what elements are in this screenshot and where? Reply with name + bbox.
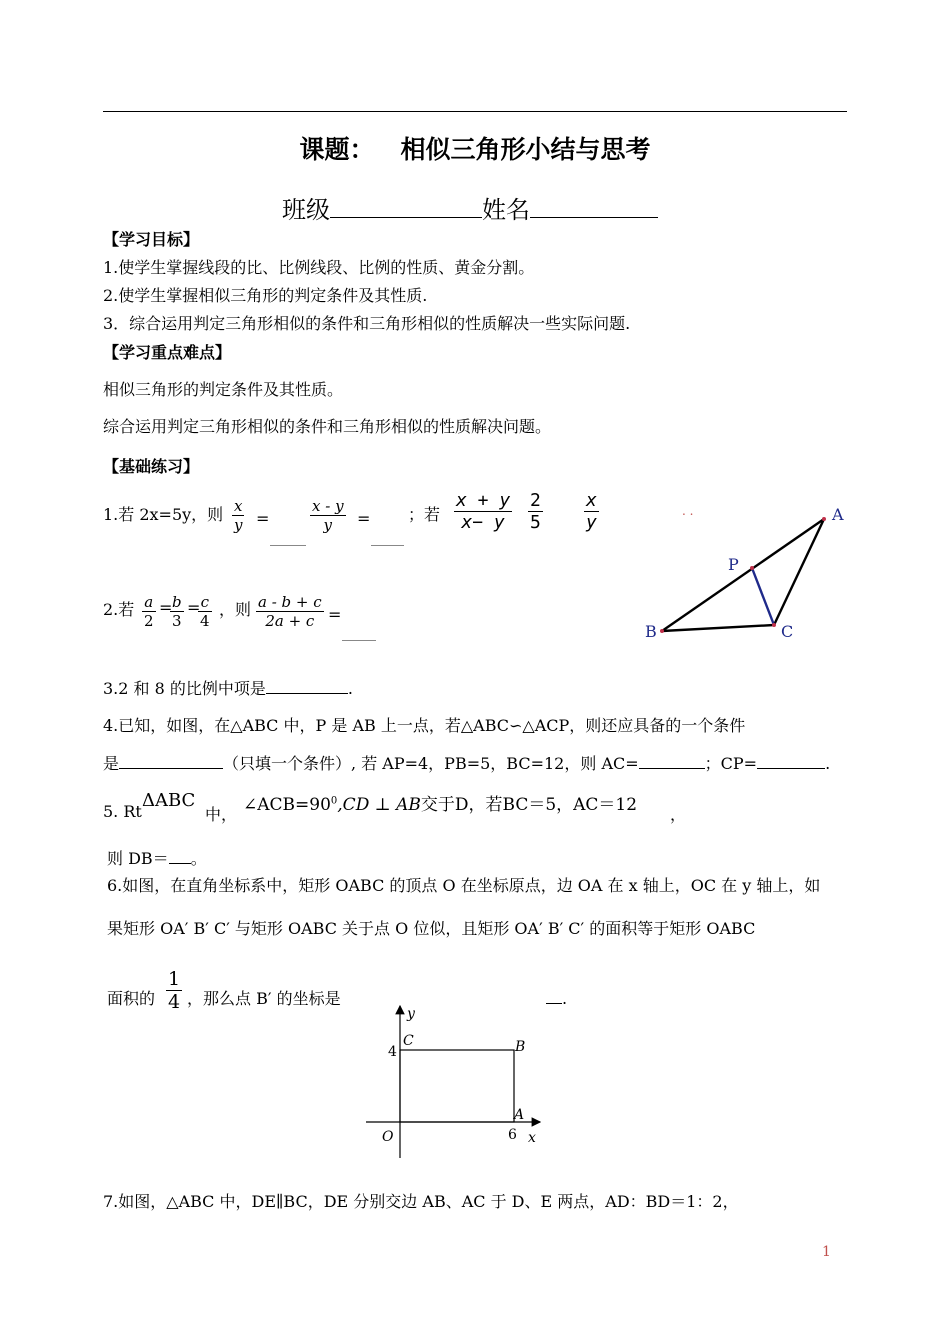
q7-line1: 7.如图，△ABC 中，DE∥BC，DE 分别交边 AB、AC 于 D、E 两点，AD：BD＝1：2，	[103, 1192, 739, 1211]
q6-answer: .	[546, 986, 567, 1008]
label-y: y	[407, 1006, 415, 1022]
label-b: B	[645, 622, 657, 641]
focus-heading: 【学习重点难点】	[103, 343, 232, 362]
q4-line2: 是 （只填一个条件）, 若 AP=4，PB=5，BC=12，则 AC= ；CP= .	[103, 751, 830, 774]
page-title	[0, 130, 950, 166]
q1-fraction-x-y-big: $\frac{x}{y}$	[586, 490, 597, 533]
q5-zhong: 中，	[205, 805, 238, 824]
goal-item: 2.使学生掌握相似三角形的判定条件及其性质.	[103, 286, 428, 305]
q4-line1: 4.已知，如图，在△ABC 中，P 是 AB 上一点，若△ABC∽△ACP，则还应具备的一个条件	[103, 716, 746, 735]
equals-sign: =	[256, 509, 270, 528]
class-label: 班级	[282, 196, 330, 224]
q3: 3.2 和 8 的比例中项是 .	[103, 676, 353, 699]
class-blank[interactable]	[330, 192, 482, 218]
side-bc	[662, 625, 774, 631]
tick-6: 6	[508, 1127, 517, 1143]
q5-prefix: 5. Rt	[103, 802, 142, 821]
rectangle-oabc	[400, 1050, 514, 1122]
q5-triangle: ΔABC	[142, 790, 196, 811]
page-number: 1	[822, 1244, 831, 1260]
q1-fraction-xmy-y: $\frac{x - y}{y}$	[312, 497, 344, 534]
q2-prefix: 2.若	[103, 600, 135, 619]
q4-blank-ac[interactable]	[639, 751, 705, 769]
q4-blank-condition[interactable]	[119, 751, 223, 769]
focus-item: 综合运用判定三角形相似的条件和三角形相似的性质解决问题。	[103, 417, 552, 436]
label-c: C	[403, 1033, 414, 1049]
header-rule	[103, 111, 847, 112]
label-p: P	[728, 555, 739, 574]
q1-separator: ；若	[408, 505, 441, 524]
side-ab	[662, 519, 824, 631]
q1-blank-2[interactable]	[371, 545, 404, 546]
name-blank[interactable]	[530, 192, 658, 218]
label-x: x	[528, 1130, 536, 1146]
q5-blank[interactable]	[169, 846, 191, 864]
label-a: A	[514, 1107, 525, 1123]
label-a: A	[832, 505, 844, 524]
class-name-line	[282, 190, 658, 225]
title-label: 课题：	[299, 135, 375, 164]
q2-fraction-c-4: $\frac{c}{4}$	[200, 593, 210, 630]
q4-blank-cp[interactable]	[757, 751, 825, 769]
label-c: C	[781, 622, 794, 641]
q6-fraction-quarter: $\frac{1}{4}$	[168, 968, 181, 1013]
equals-sign: =	[159, 598, 173, 617]
q5-condition: $\angle ACB=90^0,CD$ ⊥ AB交于D，若BC＝5，AC＝12	[243, 795, 638, 815]
vertex-p-dot	[750, 566, 754, 570]
q3-blank[interactable]	[266, 676, 348, 694]
q1-fraction-x-y: $\frac{x}{y}$	[234, 497, 243, 534]
vertex-a-dot	[822, 517, 826, 521]
q1-blank-1[interactable]	[270, 545, 306, 546]
q6-line2: 果矩形 OA′ B′ C′ 与矩形 OABC 关于点 O 位似，且矩形 OA′ B′ C′ 的面积等于矩形 OABC	[107, 919, 756, 938]
equals-sign: =	[187, 598, 201, 617]
tick-4: 4	[388, 1044, 397, 1060]
title-text: 相似三角形小结与思考	[400, 135, 651, 164]
goals-heading: 【学习目标】	[103, 230, 200, 249]
q2-fraction-main: $\frac{a - b + c}{2a + c}$	[258, 593, 322, 630]
label-o: O	[382, 1129, 394, 1145]
q6-line3-prefix: 面积的	[107, 989, 156, 1008]
q2-fraction-a-2: $\frac{a}{2}$	[144, 593, 154, 630]
q1-fraction-xpy-xmy: $\frac{x + y}{x- y}$	[456, 490, 511, 533]
triangle-figure	[640, 495, 860, 650]
equals-sign: =	[328, 605, 342, 624]
q5-comma: ，	[670, 805, 687, 824]
practice-heading: 【基础练习】	[103, 457, 200, 476]
q2-blank[interactable]	[342, 640, 376, 641]
q6-line3-mid: ，那么点 B′ 的坐标是	[187, 989, 341, 1008]
q2-fraction-b-3: $\frac{b}{3}$	[172, 593, 182, 630]
q1-dots: . .	[682, 504, 694, 518]
focus-item: 相似三角形的判定条件及其性质。	[103, 380, 344, 399]
goal-item: 3．综合运用判定三角形相似的条件和三角形相似的性质解决一些实际问题.	[103, 314, 631, 333]
q1-fraction-2-5: $\frac{2}{5}$	[530, 490, 541, 533]
goal-item: 1.使学生掌握线段的比、比例线段、比例的性质、黄金分割。	[103, 258, 535, 277]
segment-pc	[752, 568, 774, 625]
equals-sign: =	[357, 509, 371, 528]
label-b: B	[515, 1039, 526, 1055]
q1-prefix: 1.若 2x=5y，则	[103, 505, 224, 524]
q2-mid: ，则	[219, 600, 252, 619]
q6-line1: 6.如图，在直角坐标系中，矩形 OABC 的顶点 O 在坐标原点，边 OA 在 x 轴上，OC 在 y 轴上，如	[107, 876, 821, 895]
name-label: 姓名	[482, 196, 530, 224]
vertex-c-dot	[772, 623, 776, 627]
q5-line2: 则 DB＝ 。	[107, 846, 207, 869]
coordinate-figure	[360, 1002, 560, 1162]
vertex-b-dot	[660, 629, 664, 633]
